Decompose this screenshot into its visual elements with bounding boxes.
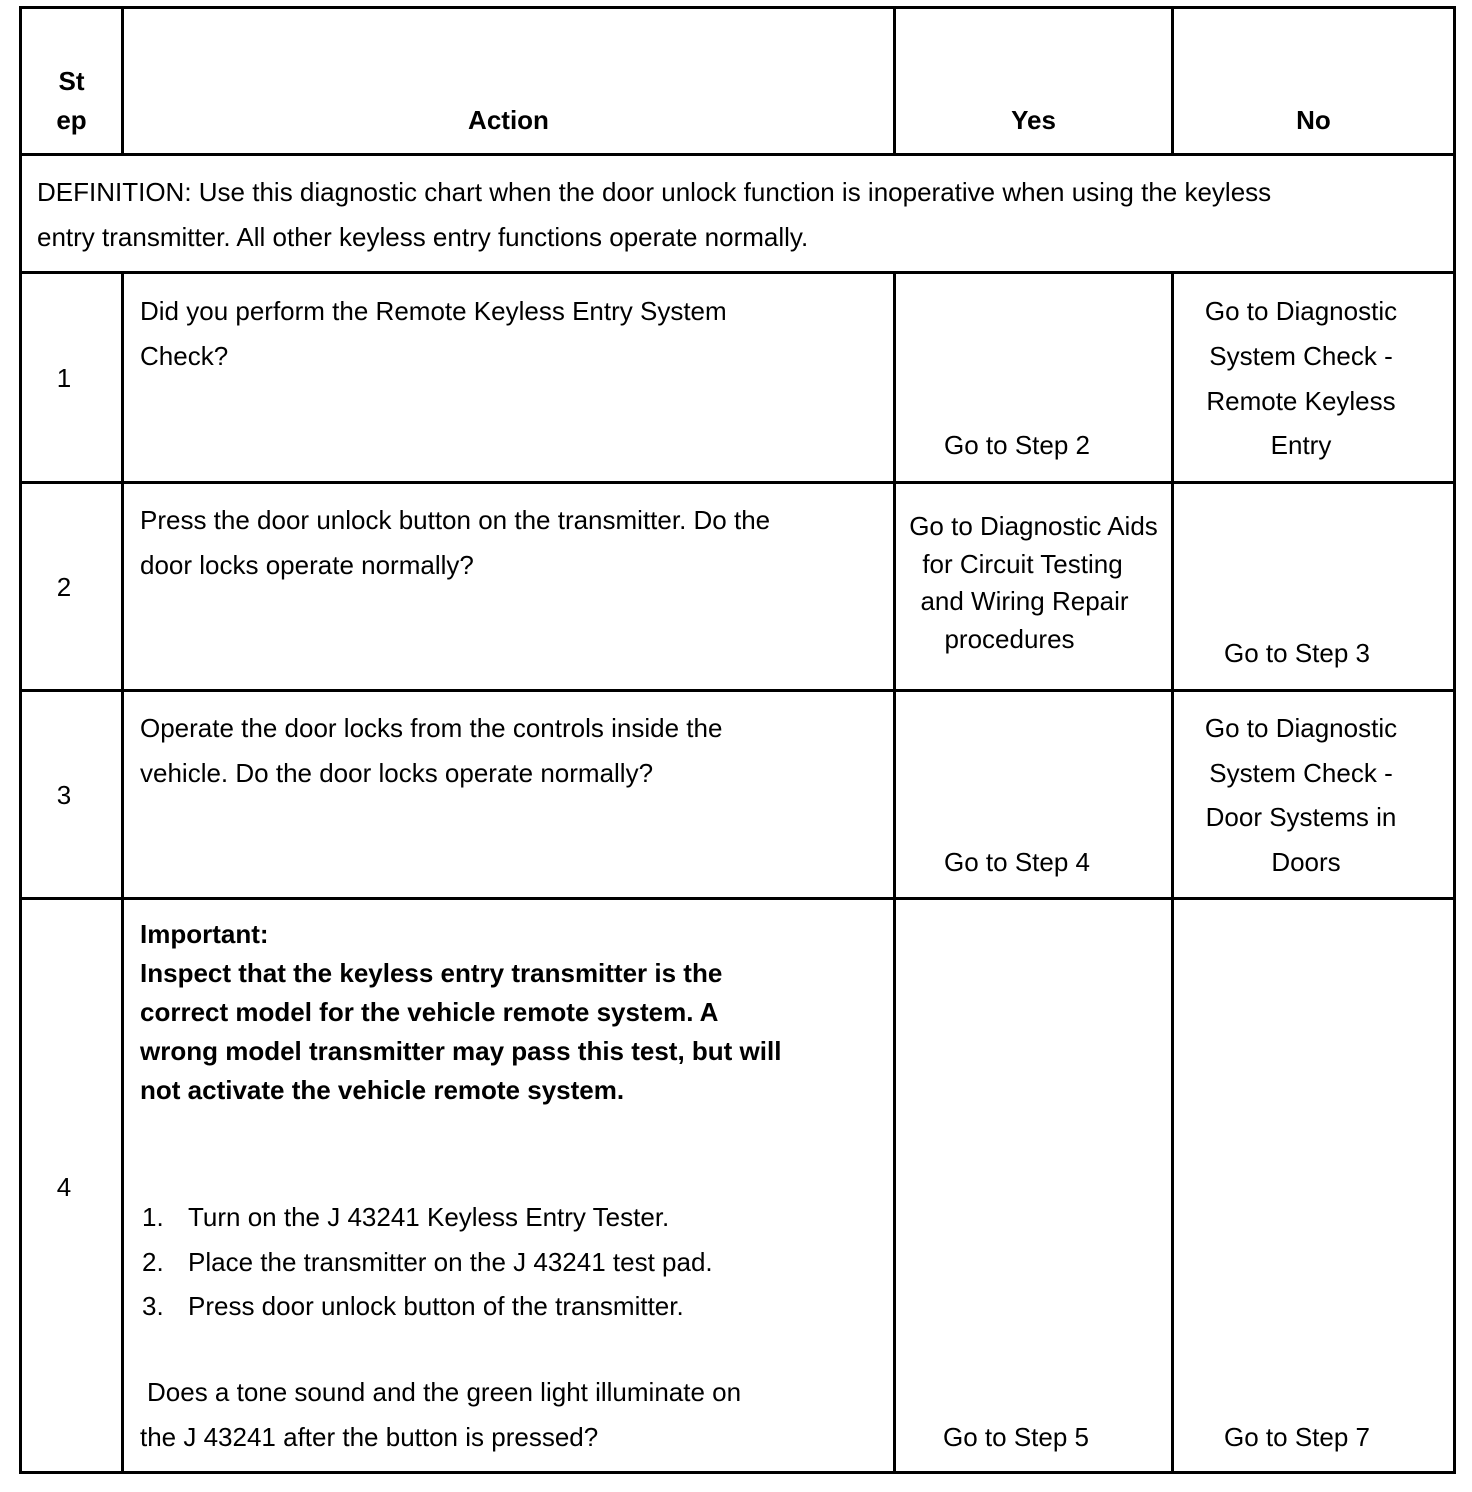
important-line: Inspect that the keyless entry transmitter is the [140,958,723,988]
row-1-no-line-3: Remote Keyless [1206,386,1396,416]
row-4-important [140,915,781,1110]
row-4-no: Go to Step 7 [1224,1422,1370,1452]
header-step-line2: ep [56,105,87,135]
row-2-yes-line-3: and Wiring Repair [920,586,1129,616]
header-action: Action [468,105,549,135]
definition-line-1: DEFINITION: Use this diagnostic chart when the door unlock function is inoperative when using the keyless [37,177,1272,207]
row-4-yes: Go to Step 5 [943,1422,1089,1452]
row-4-question-line-2: the J 43241 after the button is pressed? [140,1422,599,1452]
row-4-step-2-text: Place the transmitter on the J 43241 test pad. [188,1247,713,1277]
row-3-action-line-1: Operate the door locks from the controls inside the [140,713,723,743]
row-2-yes-line-2: for Circuit Testing [922,548,1123,579]
important-line: correct model for the vehicle remote system. A [140,997,719,1027]
row-2-action-line-1: Press the door unlock button on the transmitter. Do the [140,505,771,535]
row-4-step-1-text: Turn on the J 43241 Keyless Entry Tester. [188,1202,670,1232]
row-2-step: 2 [56,572,72,602]
table-divider [19,481,1456,484]
row-3-yes: Go to Step 4 [944,847,1090,877]
table-border-top [19,6,1456,9]
header-no: No [1296,105,1331,135]
row-3-no-line-1: Go to Diagnostic [1204,713,1398,743]
table-divider [19,897,1456,900]
row-2-yes [896,508,1171,658]
row-3-no-line-4: Doors [1271,847,1341,877]
row-1-no-line-1: Go to Diagnostic [1204,296,1398,326]
header-step [22,62,121,140]
row-3-action-line-2: vehicle. Do the door locks operate normally? [140,758,654,788]
table-divider [19,153,1456,156]
column-divider [121,271,124,1474]
row-4-step-3-num: 3. [142,1291,164,1321]
table-divider [19,689,1456,692]
important-line: not activate the vehicle remote system. [140,1075,625,1105]
row-4-question-line-1: Does a tone sound and the green light illuminate on [147,1377,742,1407]
row-1-action-line-1: Did you perform the Remote Keyless Entry System [140,296,727,326]
row-2-yes-line-1: Go to Diagnostic Aids [909,511,1158,541]
row-4-step: 4 [56,1172,72,1202]
important-line: wrong model transmitter may pass this test, but will [140,1036,782,1066]
row-2-yes-line-4: procedures [944,623,1075,654]
row-2-no: Go to Step 3 [1224,638,1370,668]
row-2-action-line-2: door locks operate normally? [140,550,474,580]
table-border-left [19,6,22,1474]
row-1-step: 1 [56,363,72,393]
row-3-no-line-3: Door Systems in [1205,802,1397,832]
definition-line-2: entry transmitter. All other keyless entry functions operate normally. [37,222,809,252]
row-4-step-2-num: 2. [142,1247,164,1277]
row-1-yes: Go to Step 2 [944,430,1090,460]
table-divider [19,271,1456,274]
header-step-line1: St [58,66,85,96]
important-label: Important: [140,919,269,949]
header-yes: Yes [1011,105,1056,135]
row-3-no-line-2: System Check - [1209,758,1393,788]
row-3-step: 3 [56,780,72,810]
table-border-right [1453,6,1456,1474]
row-4-step-3-text: Press door unlock button of the transmitter. [188,1291,684,1321]
table-border-bottom [19,1471,1456,1474]
row-1-no-line-2: System Check - [1209,341,1393,371]
row-1-action-line-2: Check? [140,341,229,371]
row-1-no-line-4: Entry [1270,430,1332,460]
row-4-step-1-num: 1. [142,1202,164,1232]
